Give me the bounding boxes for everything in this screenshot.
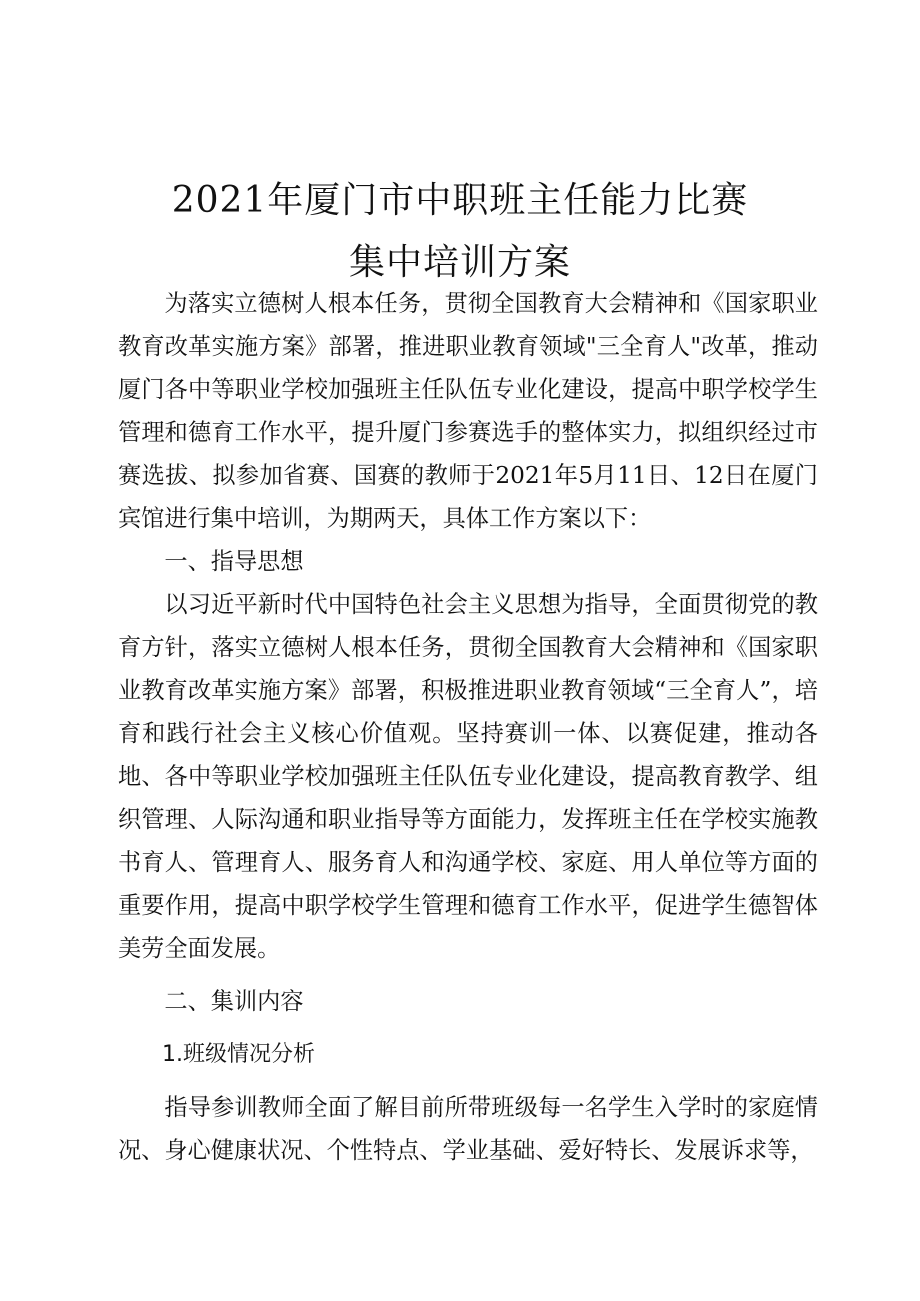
document-title-line-1: 2021年厦门市中职班主任能力比赛 xyxy=(171,180,749,221)
intro-paragraph: 为落实立德树人根本任务，贯彻全国教育大会精神和《国家职业教育改革实施方案》部署，推进职业教育领域"三全育人"改革，推动厦门各中等职业学校加强班主任队伍专业化建设，提高中职学校学生管理和德育工作水平，提升厦门参赛选手的整体实力，拟组织经过市赛选拔、拟参加省赛、国赛的教师于2021年5月11日、12日在厦门宾馆进行集中培训，为期两天，具体工作方案以下： xyxy=(118,290,818,532)
document-title-line-2: 集中培训方案 xyxy=(348,242,571,283)
document-body xyxy=(118,282,818,1172)
section-2-heading: 二、集训内容 xyxy=(164,988,304,1015)
subsection-1-heading: 1.班级情况分析 xyxy=(162,1042,315,1067)
section-1-paragraph: 以习近平新时代中国特色社会主义思想为指导，全面贯彻党的教育方针，落实立德树人根本任务，贯彻全国教育大会精神和《国家职业教育改革实施方案》部署，积极推进职业教育领域“三全育人”，培育和践行社会主义核心价值观。坚持赛训一体、以赛促建，推动各地、各中等职业学校加强班主任队伍专业化建设，提高教育教学、组织管理、人际沟通和职业指导等方面能力，发挥班主任在学校实施教书育人、管理育人、服务育人和沟通学校、家庭、用人单位等方面的重要作用，提高中职学校学生管理和德育工作水平，促进学生德智体美劳全面发展。 xyxy=(118,591,818,962)
section-1-heading: 一、指导思想 xyxy=(164,548,304,575)
subsection-1-paragraph: 指导参训教师全面了解目前所带班级每一名学生入学时的家庭情况、身心健康状况、个性特点、学业基础、爱好特长、发展诉求等， xyxy=(118,1094,818,1164)
